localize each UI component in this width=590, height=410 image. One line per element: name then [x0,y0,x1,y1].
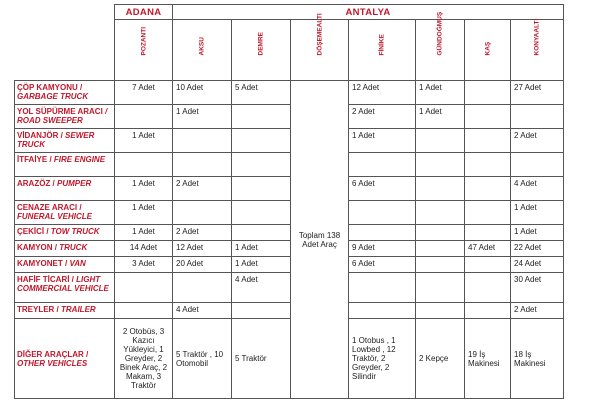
cell-gundogmus [416,303,465,319]
cell-kas: 19 İş Makinesi [465,319,511,399]
row-label-tr: ARAZÖZ / [17,179,55,188]
row-label [15,177,115,201]
corner-blank-2 [15,20,115,81]
cell-konyaalti: 1 Adet [511,201,564,225]
district-label: DÖŞEMEALTI [316,12,323,55]
cell-gundogmus [416,177,465,201]
row-label-tr: YOL SÜPÜRME ARACI [17,107,103,116]
cell-konyaalti: 2 Adet [511,129,564,153]
table-body [15,81,564,399]
row-label-en: TOW TRUCK [50,227,100,236]
cell-demre [232,177,291,201]
cell-konyaalti: 24 Adet [511,257,564,273]
cell-gundogmus [416,257,465,273]
district-konyaalti [511,20,564,81]
cell-kas [465,303,511,319]
district-label: FİNİKE [378,33,386,55]
row-label [15,273,115,303]
row-label-tr: ÇÖP KAMYONU / [17,83,83,92]
cell-finike [349,225,416,241]
row-label-tr: VİDANJÖR / [17,131,63,140]
row-label-en: SEWER TRUCK [17,131,95,149]
row-label-en: PUMPER [57,179,92,188]
district-label: KONYAALTI [533,18,541,55]
district-aksu [173,20,232,81]
row-label [15,257,115,273]
cell-gundogmus [416,129,465,153]
district-label: KAŞ [484,41,491,55]
table-row [15,129,564,153]
cell-pozanti: 1 Adet [115,129,173,153]
cell-kas [465,201,511,225]
cell-finike: 12 Adet [349,81,416,105]
region-antalya: ANTALYA [173,5,564,20]
cell-kas [465,257,511,273]
table-row [15,273,564,303]
row-label [15,319,115,399]
row-label-en: FIRE ENGINE [53,155,106,164]
table-row [15,201,564,225]
table-row [15,177,564,201]
cell-konyaalti: 4 Adet [511,177,564,201]
district-demre [232,20,291,81]
cell-kas [465,225,511,241]
table-row [15,319,564,399]
cell-aksu: 4 Adet [173,303,232,319]
cell-kas [465,177,511,201]
cell-konyaalti [511,105,564,129]
table-row [15,303,564,319]
cell-konyaalti: 27 Adet [511,81,564,105]
table-row [15,105,564,129]
row-label-tr: DİĞER ARAÇLAR / [17,350,89,359]
district-label: AKSU [198,36,206,55]
cell-aksu: 10 Adet [173,81,232,105]
cell-kas [465,273,511,303]
cell-dosemealti-total: Toplam 138 Adet Araç [291,81,349,399]
cell-gundogmus [416,153,465,177]
table-row [15,241,564,257]
cell-demre: 1 Adet [232,257,291,273]
row-label-en: / ROAD SWEEPER [17,107,108,125]
table-row [15,257,564,273]
cell-aksu: 2 Adet [173,225,232,241]
district-kas [465,20,511,81]
row-label-en: GARBAGE TRUCK [17,92,89,101]
cell-demre: 1 Adet [232,241,291,257]
cell-pozanti: 14 Adet [115,241,173,257]
cell-demre: 5 Adet [232,81,291,105]
cell-konyaalti: 18 İş Makinesi [511,319,564,399]
cell-finike: 2 Adet [349,105,416,129]
row-label-en: VAN [69,259,86,268]
table-row [15,153,564,177]
corner-blank [15,5,115,20]
cell-kas [465,105,511,129]
cell-aksu: 20 Adet [173,257,232,273]
cell-pozanti [115,273,173,303]
cell-demre [232,153,291,177]
row-label-tr: İTFAİYE / [17,155,52,164]
cell-demre [232,225,291,241]
district-label: DEMRE [257,31,265,55]
row-label-tr: KAMYONET / [17,259,68,268]
row-label [15,201,115,225]
district-label: GÜNDOĞMUŞ [436,11,444,55]
cell-aksu [173,201,232,225]
region-adana: ADANA [115,5,173,20]
cell-gundogmus: 1 Adet [416,105,465,129]
cell-finike: 6 Adet [349,177,416,201]
cell-konyaalti [511,153,564,177]
cell-demre [232,303,291,319]
row-label-en: FUNERAL VEHICLE [17,212,92,221]
cell-kas [465,81,511,105]
row-label [15,303,115,319]
cell-demre [232,105,291,129]
cell-gundogmus [416,241,465,257]
row-label [15,81,115,105]
district-dosemealti [291,12,349,81]
cell-pozanti: 3 Adet [115,257,173,273]
cell-finike: 1 Otobus , 1 Lowbed , 12 Traktör, 2 Greyder, 2 Silindir [349,319,416,399]
row-label-tr: TREYLER / [17,305,59,314]
cell-pozanti: 1 Adet [115,201,173,225]
row-label [15,153,115,177]
district-gundogmus [416,11,465,81]
row-label-en: TRAILER [61,305,96,314]
cell-demre: 4 Adet [232,273,291,303]
cell-finike: 9 Adet [349,241,416,257]
cell-aksu [173,129,232,153]
cell-aksu: 5 Traktör , 10 Otomobil [173,319,232,399]
cell-konyaalti: 22 Adet [511,241,564,257]
cell-kas [465,153,511,177]
cell-pozanti [115,303,173,319]
row-label-tr: ÇEKİCİ / [17,227,49,236]
row-label [15,129,115,153]
cell-finike [349,303,416,319]
cell-finike [349,201,416,225]
cell-aksu [173,153,232,177]
cell-gundogmus [416,225,465,241]
cell-pozanti [115,153,173,177]
cell-finike [349,153,416,177]
cell-pozanti: 1 Adet [115,177,173,201]
row-label-tr: KAMYON / [17,243,57,252]
cell-finike: 6 Adet [349,257,416,273]
row-label-en: TRUCK [59,243,88,252]
cell-gundogmus [416,273,465,303]
cell-demre [232,129,291,153]
cell-aksu [173,273,232,303]
cell-aksu: 2 Adet [173,177,232,201]
cell-konyaalti: 1 Adet [511,225,564,241]
cell-finike: 1 Adet [349,129,416,153]
cell-pozanti [115,105,173,129]
cell-aksu: 12 Adet [173,241,232,257]
district-finike [349,20,416,81]
cell-konyaalti: 30 Adet [511,273,564,303]
vehicle-table [14,4,564,399]
cell-pozanti: 1 Adet [115,225,173,241]
cell-pozanti: 2 Otobüs, 3 Kazıcı Yükleyici, 1 Greyder, 2 Binek Araç, 2 Makam, 3 Traktör [115,319,173,399]
table-row [15,81,564,105]
cell-konyaalti: 2 Adet [511,303,564,319]
row-label-en: LIGHT COMMERCIAL VEHICLE [17,275,109,293]
district-pozanti [115,20,173,81]
row-label [15,105,115,129]
cell-gundogmus: 2 Kepçe [416,319,465,399]
row-label [15,225,115,241]
district-label: POZANTI [140,26,147,55]
cell-aksu: 1 Adet [173,105,232,129]
row-label-tr: HAFİF TİCARİ / [17,275,74,284]
cell-pozanti: 7 Adet [115,81,173,105]
cell-demre [232,201,291,225]
cell-kas: 47 Adet [465,241,511,257]
row-label-en: OTHER VEHICLES [17,359,88,368]
cell-demre: 5 Traktör [232,319,291,399]
cell-kas [465,129,511,153]
cell-gundogmus [416,201,465,225]
row-label [15,241,115,257]
row-label-tr: CENAZE ARACI / [17,203,82,212]
table-row [15,225,564,241]
cell-finike [349,273,416,303]
cell-gundogmus: 1 Adet [416,81,465,105]
